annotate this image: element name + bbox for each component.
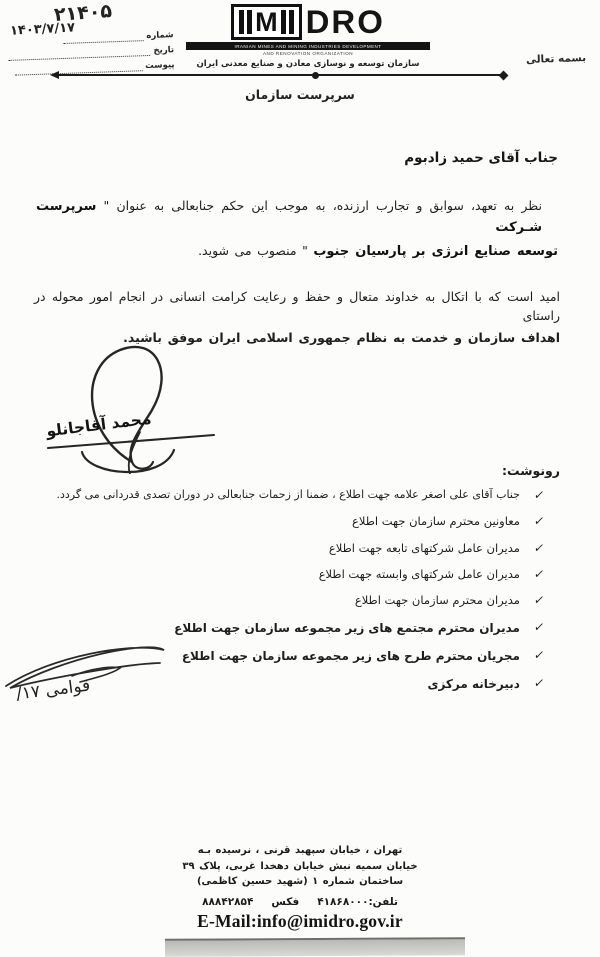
logo-bar-icon [247,10,252,34]
checkmark-icon: ✓ [532,567,546,581]
appointment-title-bold: سرپرست شـرکت [36,199,542,236]
recipient-name: جناب آقای حمید زادبوم [404,150,558,166]
body-paragraph-line-3: امید است که با اتکال به خداوند متعال و حفظ و رعایت کرامت انسانی در انجام امور محوله در راستای [34,289,560,324]
checkmark-icon: ✓ [532,514,546,528]
footer-phone-fax-line [150,896,450,908]
signer-name: محمد آقاجانلو [45,409,153,441]
cc-item-text: مدیران محترم مجتمع های زیر مجموعه سازمان جهت اطلاع [174,621,520,635]
logo-bar-icon [239,10,244,34]
footer-address-line-3: ساختمان شماره ۱ (شهید حسین کاظمی) [196,876,404,887]
logo-bar-icon [289,10,294,34]
body-paragraph-line-4: اهداف سازمان و خدمت به نظام جمهوری اسلامی ایران موفق باشید. [123,330,560,345]
cc-item [26,541,544,557]
cc-item-text: مجریان محترم طرح های زیر مجموعه سازمان جهت اطلاع [181,649,520,663]
footer-phone: تلفن:۴۱۸۶۸۰۰۰ [317,895,398,908]
footer-fax-number: ۸۸۸۴۲۸۵۴ [202,895,254,908]
cc-item-text: مدیران عامل شرکتهای تابعه جهت اطلاع [328,541,520,555]
issuer-position-title: سرپرست سازمان [245,87,355,102]
imidro-logo [186,4,430,69]
logo-letter-m: M [255,7,278,37]
cc-item [26,567,544,583]
cc-item-text: معاونین محترم سازمان جهت اطلاع [352,514,520,528]
footer-fax-label: فکس [271,895,300,908]
footer-email: E-Mail:info@imidro.gov.ir [197,910,403,931]
cc-item-text: مدیران عامل شرکتهای وابسته جهت اطلاع [318,567,520,581]
checkmark-icon: ✓ [532,541,546,555]
logo-dro-text: DRO [305,3,385,40]
cc-section-title: رونوشت: [501,463,560,478]
handwritten-date: ۱۴۰۳/۷/۱۷ [9,20,76,39]
attachment-label: پیوست [145,60,175,72]
logo-english-tagline: IRANIAN MINES AND MINING INDUSTRIES DEVELOPMENT [186,42,430,50]
divider-arrow-icon [50,71,59,79]
checkmark-icon: ✓ [532,593,546,607]
handwritten-ref-number: ۲۱۴۰۵ [53,0,113,26]
company-name-bold: توسعه صنایع انرژی بر پارسیان جنوب [313,244,558,259]
body-text: " منصوب می شوید. [198,243,314,258]
divider-diamond-icon [499,70,509,80]
cc-item [26,488,544,504]
checkmark-icon: ✓ [532,620,546,634]
cc-item-text: دبیرخانه مرکزی [427,677,520,691]
footer-contact-block [150,843,450,932]
handwritten-note: قوامی ۱۷/ [15,675,92,705]
cc-item-text: جناب آقای علی اصغر علامه جهت اطلاع ، ضمنا از زحمات جنابعالی در دوران تصدی قدردانی می گردد. [56,488,520,501]
cc-item [26,620,544,636]
scan-artifact-strip [165,937,465,957]
letterhead-divider [52,74,504,76]
cc-item [26,593,544,609]
cc-item [26,514,544,530]
checkmark-icon: ✓ [532,648,546,662]
logo-english-tagline-2: AND RENOVATION ORGANIZATION [262,51,354,56]
footer-address-line-2: خیابان سمیه نبش خیابان دهخدا غربی، پلاک ۳۹ [182,860,418,872]
cc-item-text: مدیران محترم سازمان جهت اطلاع [354,593,520,607]
divider-dot-icon [312,72,319,79]
imi-logo-box [231,4,302,40]
checkmark-icon: ✓ [532,676,546,690]
bismillah-text: بسمه تعالی [525,51,587,67]
body-paragraph-line-2 [198,241,558,262]
footer-address-line-1: تهران ، خیابان سپهبد قرنی ، نرسیده بـه [197,845,403,856]
letterhead-stamp-fields [7,25,174,76]
imidro-logo-wordmark [186,4,430,40]
signature-scribble-icon [40,336,225,474]
number-label: شماره [146,30,174,42]
logo-persian-tagline: سازمان توسعه و نوسازی معادن و صنایع معدنی ایران [196,59,420,69]
body-paragraph-line-1 [36,196,558,238]
checkmark-icon: ✓ [532,488,546,502]
logo-bar-icon [281,10,286,34]
body-text: نظر به تعهد، سوابق و تجارب ارزنده، به موجب این حکم جنابعالی به عنوان " [96,198,542,213]
date-label: تاریخ [153,45,175,56]
